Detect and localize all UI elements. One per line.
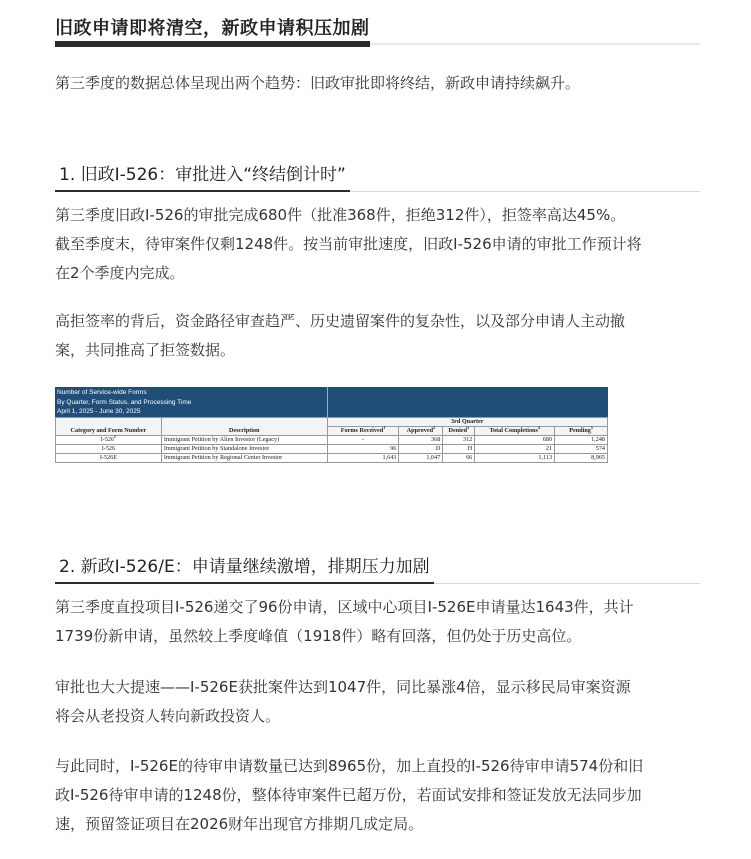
section1-paragraph-1 xyxy=(55,201,700,288)
col-pending-header: Pending$^5$ xyxy=(555,427,608,436)
cell-completions: 680 xyxy=(475,436,555,445)
text-line: 案，共同推高了拒签数据。 xyxy=(55,341,236,359)
cell-description: Immigrant Petition by Alien Investor (Legacy) xyxy=(161,436,327,445)
title-underline-light xyxy=(370,43,700,45)
table-meta xyxy=(57,388,191,417)
header-separator xyxy=(327,387,328,417)
cell-approved: D xyxy=(399,445,443,454)
col-category-header: Category and Form Number xyxy=(56,418,162,436)
cell-received: 96 xyxy=(327,445,399,454)
text-line: 在2个季度内完成。 xyxy=(55,264,185,282)
cell-completions: 1,113 xyxy=(475,454,555,463)
intro-paragraph: 第三季度的数据总体呈现出两个趋势：旧政审批即将终结，新政申请持续飙升。 xyxy=(55,74,581,92)
text-line: 第三季度旧政I-526的审批完成680件（批准368件，拒绝312件），拒签率高达45%。 xyxy=(55,206,626,224)
col-completions-header: Total Completions$^4$ xyxy=(475,427,555,436)
text-line: 政I-526待审申请的1248份，整体待审案件已超万份，若面试安排和签证发放无法同步加 xyxy=(55,786,642,804)
col-received-header: Forms Received$^1$ xyxy=(327,427,399,436)
cell-denied: H xyxy=(443,445,475,454)
cell-pending: 1,248 xyxy=(555,436,608,445)
text-line: 截至季度末，待审案件仅剩1248件。按当前审批速度，旧政I-526申请的审批工作预计将 xyxy=(55,235,642,253)
cell-completions: 21 xyxy=(475,445,555,454)
section2-paragraph-3 xyxy=(55,752,700,839)
section2-paragraph-2 xyxy=(55,673,700,731)
cell-denied: 312 xyxy=(443,436,475,445)
quarter-header: 3rd Quarter xyxy=(327,418,607,427)
text-line: 与此同时，I-526E的待审申请数量已达到8965份，加上直投的I-526待审申请574份和旧 xyxy=(55,757,644,775)
table-meta-line: By Quarter, Form Status, and Processing Time xyxy=(57,398,192,406)
section1-paragraph-2 xyxy=(55,307,700,365)
col-description-header: Description xyxy=(161,418,327,436)
text-line: 1739份新申请，虽然较上季度峰值（1918件）略有回落，但仍处于历史高位。 xyxy=(55,627,582,645)
text-line: 速，预留签证项目在2026财年出现官方排期几成定局。 xyxy=(55,815,424,833)
cell-denied: 66 xyxy=(443,454,475,463)
section1-heading-text: 1. 旧政I-526：审批进入“终结倒计时” xyxy=(55,160,350,192)
section1-heading xyxy=(55,160,700,192)
data-table-image xyxy=(55,387,608,469)
cell-form: $I-526^6$ xyxy=(56,436,162,445)
text-line: 审批也大大提速——I-526E获批案件达到1047件，同比暴涨4倍，显示移民局审案资源 xyxy=(55,678,631,696)
forms-table xyxy=(55,417,608,463)
cell-form: I-526 xyxy=(56,445,162,454)
table-row xyxy=(56,454,608,463)
col-approved-header: Approved$^2$ xyxy=(399,427,443,436)
text-line: 高拒签率的背后，资金路径审查趋严、历史遗留案件的复杂性，以及部分申请人主动撤 xyxy=(55,312,626,330)
section2-heading xyxy=(55,552,700,584)
table-header-row xyxy=(56,418,608,427)
section2-paragraph-1 xyxy=(55,593,700,651)
table-header-band xyxy=(55,387,608,417)
text-line: 将会从老投资人转向新政投资人。 xyxy=(55,707,281,725)
cell-pending: 8,965 xyxy=(555,454,608,463)
table-row xyxy=(56,445,608,454)
table-row xyxy=(56,436,608,445)
cell-form: I-526E xyxy=(56,454,162,463)
article-title: 旧政申请即将清空，新政申请积压加剧 xyxy=(55,18,370,39)
title-underline-dark xyxy=(55,41,370,47)
cell-received: 1,643 xyxy=(327,454,399,463)
section2-heading-text: 2. 新政I-526/E：申请量继续激增，排期压力加剧 xyxy=(55,552,434,584)
table-meta-line: April 1, 2025 - June 30, 2025 xyxy=(57,408,141,415)
cell-received: - xyxy=(327,436,399,445)
cell-pending: 574 xyxy=(555,445,608,454)
cell-approved: 1,047 xyxy=(399,454,443,463)
col-denied-header: Denied$^3$ xyxy=(443,427,475,436)
title-underline xyxy=(55,41,700,47)
table-meta-line: Number of Service-wide Forms xyxy=(57,389,147,396)
cell-approved: 368 xyxy=(399,436,443,445)
cell-description: Immigrant Petition by Standalone Investor xyxy=(161,445,327,454)
cell-description: Immigrant Petition by Regional Center Investor xyxy=(161,454,327,463)
text-line: 第三季度直投项目I-526递交了96份申请，区域中心项目I-526E申请量达1643件，共计 xyxy=(55,598,634,616)
